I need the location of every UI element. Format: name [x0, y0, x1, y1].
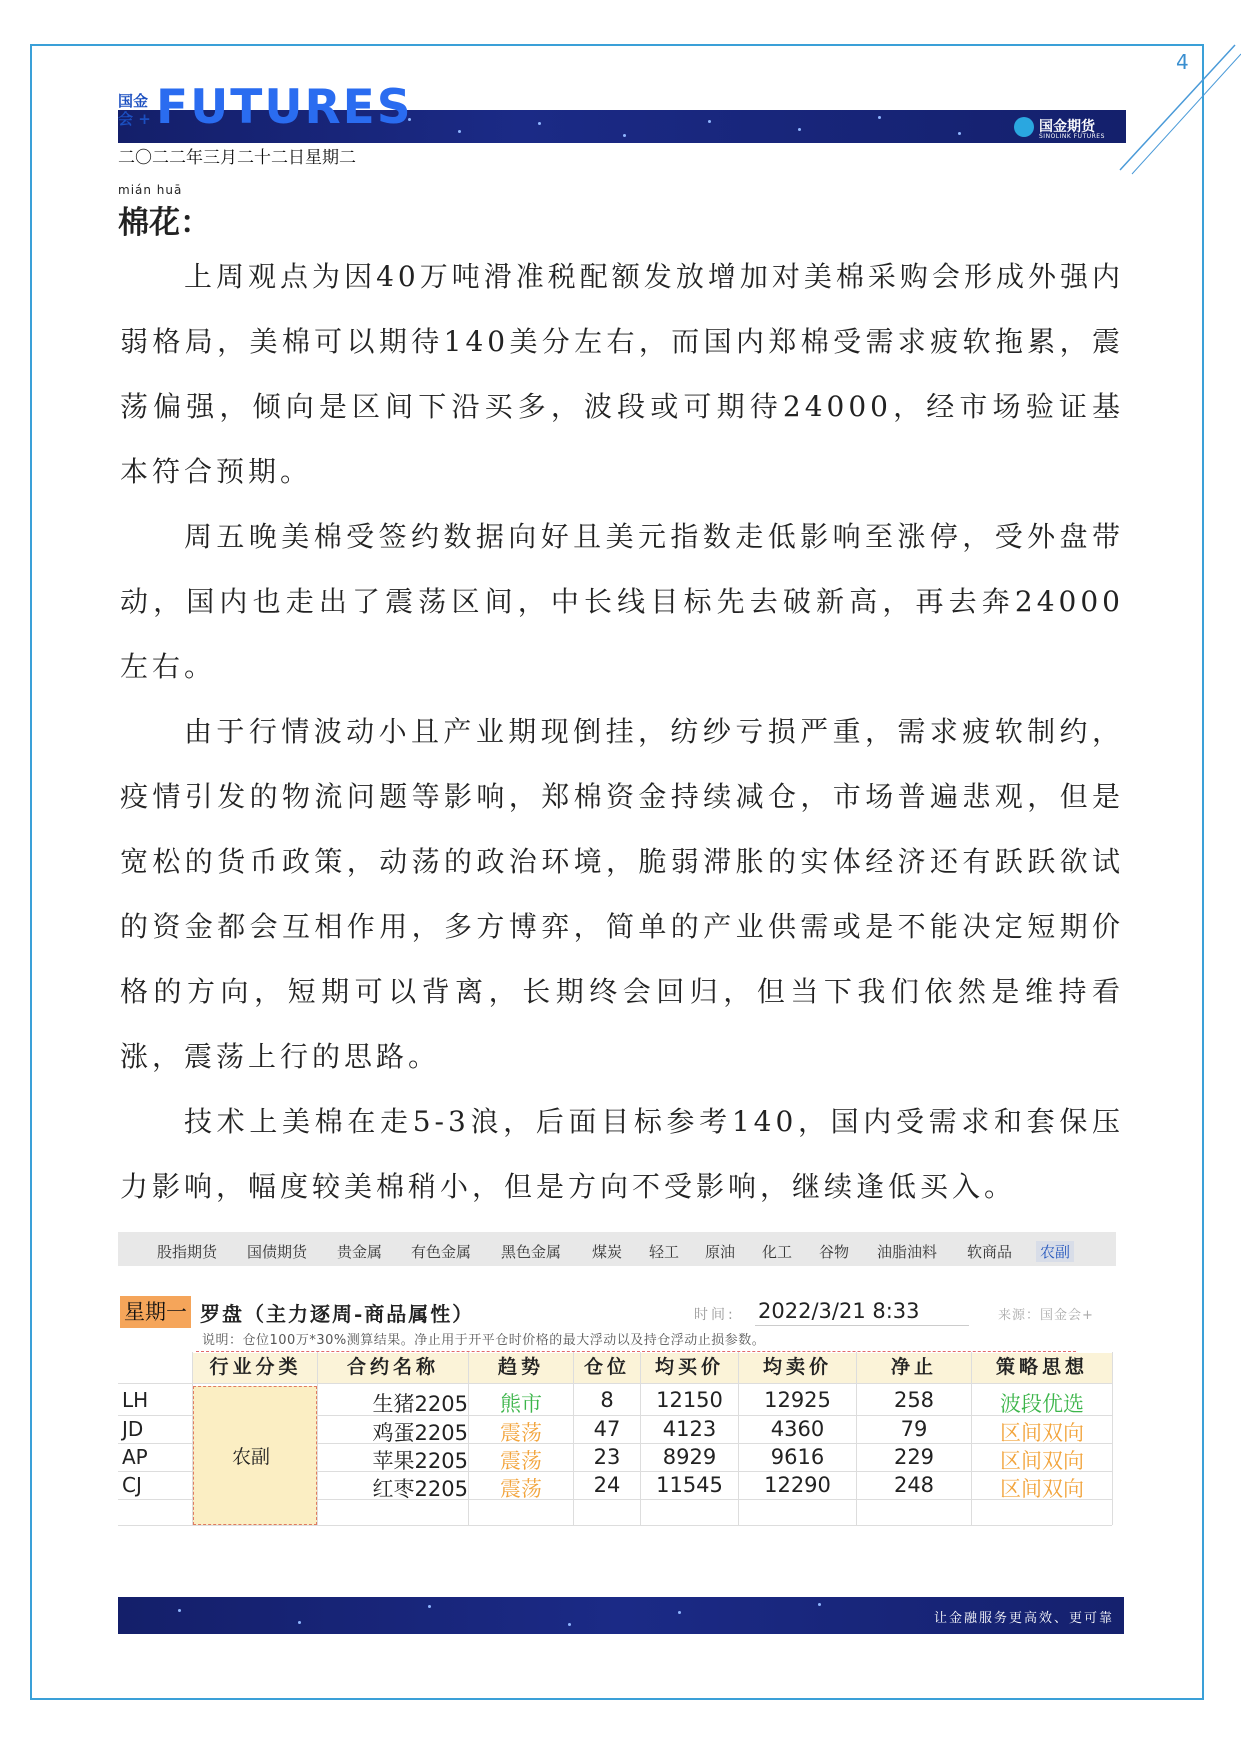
row-stop: 258: [893, 1388, 935, 1412]
header-avg-buy: 均买价: [654, 1356, 724, 1378]
row-avg-sell: 4360: [770, 1417, 825, 1441]
row-avg-sell: 9616: [770, 1445, 825, 1469]
paragraph: 由于行情波动小且产业期现倒挂，纺纱亏损严重，需求疲软制约，疫情引发的物流问题等影响，郑棉资金持续减仓，市场普遍悲观，但是宽松的货币政策，动荡的政治环境，脆弱滞胀的实体经济还有跃跃欲试的资金都会互相作用，多方博弈，简单的产业供需或是不能决定短期价格的方向，短期可以背离，长期终会回归，但当下我们依然是维持看涨，震荡上行的思路。: [120, 715, 1124, 1073]
tab-chemical[interactable]: 化工: [762, 1243, 793, 1261]
tab-ferrous[interactable]: 黑色金属: [501, 1243, 562, 1261]
row-position: 23: [593, 1445, 621, 1469]
row-position: 8: [600, 1388, 614, 1412]
row-trend: 震荡: [500, 1477, 542, 1501]
tab-nonferrous[interactable]: 有色金属: [411, 1243, 472, 1261]
footer-banner: [118, 1597, 1124, 1634]
row-contract: 苹果2205: [372, 1449, 468, 1473]
row-position: 24: [593, 1473, 621, 1497]
row-avg-buy: 11545: [656, 1473, 723, 1497]
page-number: 4: [1176, 50, 1189, 74]
row-code: LH: [122, 1388, 149, 1412]
row-contract: 生猪2205: [372, 1392, 468, 1416]
row-stop: 248: [893, 1473, 935, 1497]
row-avg-buy: 8929: [662, 1445, 717, 1469]
header-industry: 行业分类: [209, 1356, 302, 1378]
table-title: 罗盘（主力逐周-商品属性）: [200, 1302, 475, 1326]
logo-futures: FUTURES: [156, 80, 413, 135]
tab-crude[interactable]: 原油: [705, 1243, 736, 1261]
header-strategy: 策略思想: [995, 1356, 1088, 1378]
header-contract: 合约名称: [346, 1356, 439, 1378]
paragraph: 周五晚美棉受签约数据向好且美元指数走低影响至涨停，受外盘带动，国内也走出了震荡区间，中长线目标先去破新高，再去奔24000左右。: [120, 520, 1124, 683]
row-contract: 红枣2205: [372, 1477, 468, 1501]
header-avg-sell: 均卖价: [762, 1356, 832, 1378]
row-stop: 79: [900, 1417, 928, 1441]
header-position: 仓位: [583, 1356, 630, 1378]
row-strategy: 波段优选: [1000, 1392, 1084, 1416]
row-code: CJ: [122, 1473, 142, 1497]
row-trend: 熊市: [500, 1392, 542, 1416]
row-code: JD: [122, 1417, 144, 1441]
source-label: 来源：国金会+: [998, 1308, 1094, 1323]
row-strategy: 区间双向: [1000, 1477, 1084, 1501]
row-contract: 鸡蛋2205: [372, 1421, 468, 1445]
row-avg-buy: 12150: [656, 1388, 723, 1412]
paragraph: 上周观点为因40万吨滑准税配额发放增加对美棉采购会形成外强内弱格局，美棉可以期待140美分左右，而国内郑棉受需求疲软拖累，震荡偏强，倾向是区间下沿买多，波段或可期待24000，经市场验证基本符合预期。: [120, 260, 1124, 488]
row-trend: 震荡: [500, 1449, 542, 1473]
row-position: 47: [593, 1417, 621, 1441]
report-date: 二〇二二年三月二十二日星期二: [118, 148, 356, 168]
category-tabbar: [118, 1232, 1116, 1266]
tab-agri-active[interactable]: 农副: [1036, 1241, 1074, 1262]
header-stop: 净止: [890, 1356, 937, 1378]
table-note: 说明：仓位100万*30%测算结果。净止用于开平仓时价格的最大浮动以及持仓浮动止损参数。: [196, 1331, 1076, 1352]
tab-grain[interactable]: 谷物: [819, 1243, 850, 1261]
row-avg-buy: 4123: [662, 1417, 717, 1441]
row-trend: 震荡: [500, 1421, 542, 1445]
paragraph: 技术上美棉在走5-3浪，后面目标参考140，国内受需求和套保压力影响，幅度较美棉稍小，但是方向不受影响，继续逢低买入。: [120, 1105, 1124, 1203]
row-strategy: 区间双向: [1000, 1449, 1084, 1473]
tab-bond[interactable]: 国债期货: [247, 1243, 308, 1261]
article-body: [120, 244, 1124, 1219]
industry-cell: 农副: [193, 1386, 317, 1525]
row-stop: 229: [893, 1445, 935, 1469]
row-code: AP: [122, 1445, 148, 1469]
logo-cn: 国金 会 +: [118, 92, 151, 128]
row-strategy: 区间双向: [1000, 1421, 1084, 1445]
time-value: 2022/3/21 8:33: [755, 1296, 969, 1326]
tab-precious-metal[interactable]: 贵金属: [337, 1243, 383, 1261]
pinyin-ruby: mián huā: [118, 183, 183, 197]
time-label: 时间:: [694, 1307, 736, 1323]
row-avg-sell: 12925: [764, 1388, 831, 1412]
tab-stock-index[interactable]: 股指期货: [157, 1243, 218, 1261]
tab-soft[interactable]: 软商品: [967, 1243, 1013, 1261]
row-avg-sell: 12290: [764, 1473, 831, 1497]
brand-badge-icon: [1014, 117, 1034, 137]
day-label: 星期一: [120, 1296, 191, 1328]
tab-coal[interactable]: 煤炭: [592, 1243, 623, 1261]
footer-slogan: 让金融服务更高效、更可靠: [933, 1611, 1114, 1626]
tab-light-industry[interactable]: 轻工: [649, 1243, 680, 1261]
section-heading: 棉花：: [118, 205, 211, 241]
compass-table: [118, 1232, 1118, 1525]
header-trend: 趋势: [497, 1356, 544, 1378]
tab-oilseed[interactable]: 油脂油料: [877, 1243, 938, 1261]
